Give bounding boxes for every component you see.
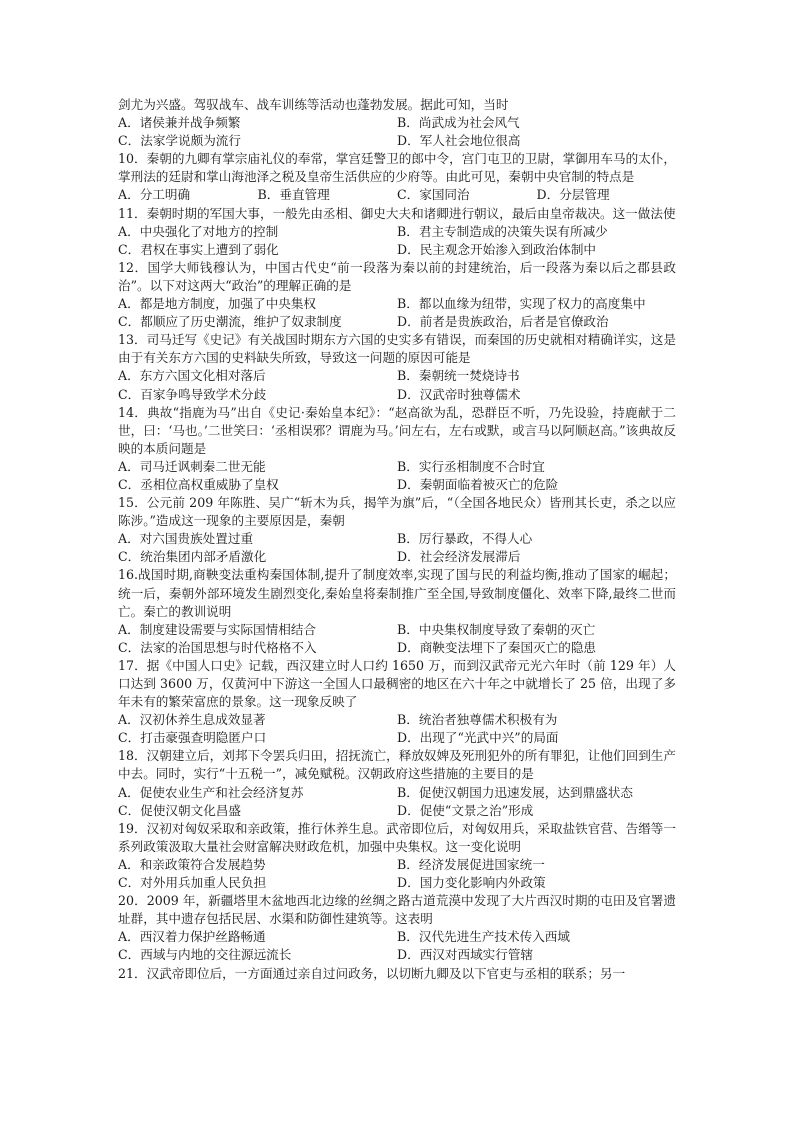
answer-option: C．家国同治: [397, 187, 470, 203]
question-stem: 14．典故“指鹿为马”出自《史记·秦始皇本纪》：“赵高欲为乱，恐群臣不听，乃先设验，持鹿献于二世，曰：‘马也。’二世笑曰：‘丞相误邪？谓鹿为马。’问左右，左右或默，或言马以阿顺赵高。”该典故反映的本质问题是: [118, 404, 676, 456]
answer-option: C．法家学说颇为流行: [118, 133, 241, 149]
option-row: [118, 946, 676, 964]
answer-option: A．制度建设需要与实际国情相结合: [118, 621, 317, 637]
answer-option: B．经济发展促进国家统一: [397, 856, 545, 872]
question-block: [118, 331, 676, 403]
answer-option: D．出现了“光武中兴”的局面: [397, 730, 559, 746]
answer-option: B．中央集权制度导致了秦朝的灭亡: [397, 621, 596, 637]
answer-option: D．分层管理: [536, 187, 610, 203]
option-row: [118, 223, 676, 241]
answer-option: C．统治集团内部矛盾激化: [118, 549, 267, 565]
option-row: [118, 856, 676, 874]
answer-option: C．百家争鸣导致学术分歧: [118, 386, 267, 402]
answer-option: D．军人社会地位很高: [397, 133, 521, 149]
answer-option: D．国力变化影响内外政策: [397, 875, 546, 891]
option-row: [118, 928, 676, 946]
answer-option: A．分工明确: [118, 187, 191, 203]
answer-option: B．尚武成为社会风气: [397, 115, 520, 131]
option-row: [118, 386, 676, 404]
question-stem: 12．国学大师钱穆认为，中国古代史“前一段落为秦以前的封建统治，后一段落为秦以后之郡县政治”。以下对这两大“政治”的理解正确的是: [118, 259, 676, 293]
answer-option: A．和亲政策符合发展趋势: [118, 856, 266, 872]
option-row: [118, 186, 676, 204]
answer-option: B．垂直管理: [257, 187, 330, 203]
option-row: [118, 476, 676, 494]
answer-option: B．厉行暴政，不得人心: [397, 531, 533, 547]
question-block: [118, 494, 676, 566]
exam-page: [118, 96, 676, 983]
answer-option: C．都顺应了历史潮流，维护了奴隶制度: [118, 314, 342, 330]
answer-option: A．中央强化了对地方的控制: [118, 223, 279, 239]
option-row: [118, 711, 676, 729]
answer-option: C．西域与内地的交往源远流长: [118, 947, 292, 963]
answer-option: D．民主观念开始渗入到政治体制中: [397, 241, 597, 257]
answer-option: A．司马迁讽刺秦二世无能: [118, 458, 266, 474]
question-stem: 17．据《中国人口史》记载，西汉建立时人口约 1650 万，而到汉武帝元光六年时（前 129 年）人口达到 3600 万，仅黄河中下游这一全国人口最稠密的地区在六十年之中就增长了 25 倍，出现了多年未有的繁荣富庶的景象。这一现象反映了: [118, 657, 676, 710]
question-block: [118, 747, 676, 819]
answer-option: D．汉武帝时独尊儒术: [397, 386, 521, 402]
answer-option: D．社会经济发展滞后: [397, 549, 521, 565]
question-stem: 21．汉武帝即位后，一方面通过亲自过问政务，以切断九卿及以下官吏与丞相的联系；另一: [118, 965, 626, 981]
answer-option: B．都以血缘为纽带，实现了权力的高度集中: [397, 296, 646, 312]
question-stem: 13．司马迁写《史记》有关战国时期东方六国的史实多有错误，而秦国的历史就相对精确详实，这是由于有关东方六国的史料缺失所致，导致这一问题的原因可能是: [118, 332, 676, 366]
answer-option: A．汉初休养生息成效显著: [118, 712, 266, 728]
question-stem: 19．汉初对匈奴采取和亲政策，推行休养生息。武帝即位后，对匈奴用兵，采取盐铁官营、告缗等一系列政策汲取大量社会财富解决财政危机，加强中央集权。这一变化说明: [118, 820, 676, 854]
question-block: [118, 657, 676, 747]
answer-option: C．君权在事实上遭到了弱化: [118, 241, 279, 257]
answer-option: B．统治者独尊儒术积极有为: [397, 712, 558, 728]
answer-option: C．打击豪强查明隐匿户口: [118, 730, 267, 746]
option-row: [118, 114, 676, 132]
answer-option: B．汉代先进生产技术传入西域: [397, 929, 570, 945]
answer-option: A．对六国贵族处置过重: [118, 531, 254, 547]
answer-option: D．商鞅变法埋下了秦国灭亡的隐患: [397, 639, 597, 655]
option-row: [118, 458, 676, 476]
answer-option: C．促使汉朝文化昌盛: [118, 802, 241, 818]
answer-option: D．促使“文景之治”形成: [397, 802, 534, 818]
question-block: [118, 404, 676, 494]
option-row: [118, 874, 676, 892]
answer-option: B．秦朝统一焚烧诗书: [397, 368, 520, 384]
option-row: [118, 313, 676, 331]
answer-option: B．实行丞相制度不合时宜: [397, 458, 545, 474]
question-stem: 18．汉朝建立后，刘邦下令罢兵归田，招抚流亡，释放奴婢及死刑犯外的所有罪犯，让他们回到生产中去。同时，实行“十五税一”，减免赋税。汉朝政府这些措施的主要目的是: [118, 748, 676, 782]
answer-option: D．前者是贵族政治，后者是官僚政治: [397, 314, 609, 330]
answer-option: C．对外用兵加重人民负担: [118, 875, 267, 891]
question-block: [118, 892, 676, 964]
question-stem: 10．秦朝的九卿有掌宗庙礼仪的奉常，掌宫廷警卫的郎中令，宫门屯卫的卫尉，掌御用车马的太仆，掌刑法的廷尉和掌山海池泽之税及皇帝生活供应的少府等。由此可见，秦朝中央官制的特点是: [118, 151, 676, 185]
answer-option: A．西汉着力保护丝路畅通: [118, 929, 266, 945]
option-row: [118, 802, 676, 820]
answer-option: C．丞相位高权重威胁了皇权: [118, 476, 279, 492]
option-row: [118, 639, 676, 657]
answer-option: D．秦朝面临着被灭亡的危险: [397, 476, 559, 492]
question-block: [118, 820, 676, 892]
answer-option: D．西汉对西域实行管辖: [397, 947, 534, 963]
option-row: [118, 530, 676, 548]
answer-option: A．促使农业生产和社会经济复苏: [118, 784, 304, 800]
answer-option: C．法家的治国思想与时代格格不入: [118, 639, 317, 655]
question-block: [118, 150, 676, 204]
question-stem: 16.战国时期,商鞅变法重构秦国体制,提升了制度效率,实现了国与民的利益均衡,推动了国家的崛起；统一后，秦朝外部环境发生剧烈变化,秦始皇将秦制推广至全国,导致制度僵化、效率下降,最终二世而亡。秦亡的教训说明: [118, 567, 676, 619]
question-stem: 11．秦朝时期的军国大事，一般先由丞相、御史大夫和诸卿进行朝议，最后由皇帝裁决。这一做法使: [118, 205, 676, 221]
question-stem: 剑尤为兴盛。驾驭战车、战车训练等活动也蓬勃发展。据此可知，当时: [118, 97, 509, 112]
question-stem: 20．2009 年，新疆塔里木盆地西北边缘的丝绸之路古道荒漠中发现了大片西汉时期的屯田及官署遗址群，其中遗存包括民居、水渠和防御性建筑等。这表明: [118, 893, 676, 927]
option-row: [118, 132, 676, 150]
option-row: [118, 241, 676, 259]
option-row: [118, 367, 676, 385]
option-row: [118, 621, 676, 639]
answer-option: A．都是地方制度，加强了中央集权: [118, 296, 317, 312]
answer-option: B．君主专制造成的决策失误有所减少: [397, 223, 608, 239]
option-row: [118, 729, 676, 747]
option-row: [118, 784, 676, 802]
question-stem: 15．公元前 209 年陈胜、吴广“斩木为兵，揭竿为旗”后，“（全国各地民众）皆刑其长吏，杀之以应陈涉。”造成这一现象的主要原因是，秦朝: [118, 495, 676, 529]
question-block: [118, 259, 676, 331]
question-block: [118, 566, 676, 656]
option-row: [118, 548, 676, 566]
answer-option: B．促使汉朝国力迅速发展，达到鼎盛状态: [397, 784, 633, 800]
answer-option: A．东方六国文化相对落后: [118, 368, 266, 384]
question-block: [118, 965, 676, 983]
question-block: [118, 205, 676, 259]
answer-option: A．诸侯兼并战争频繁: [118, 115, 241, 131]
question-block: [118, 96, 676, 150]
option-row: [118, 295, 676, 313]
